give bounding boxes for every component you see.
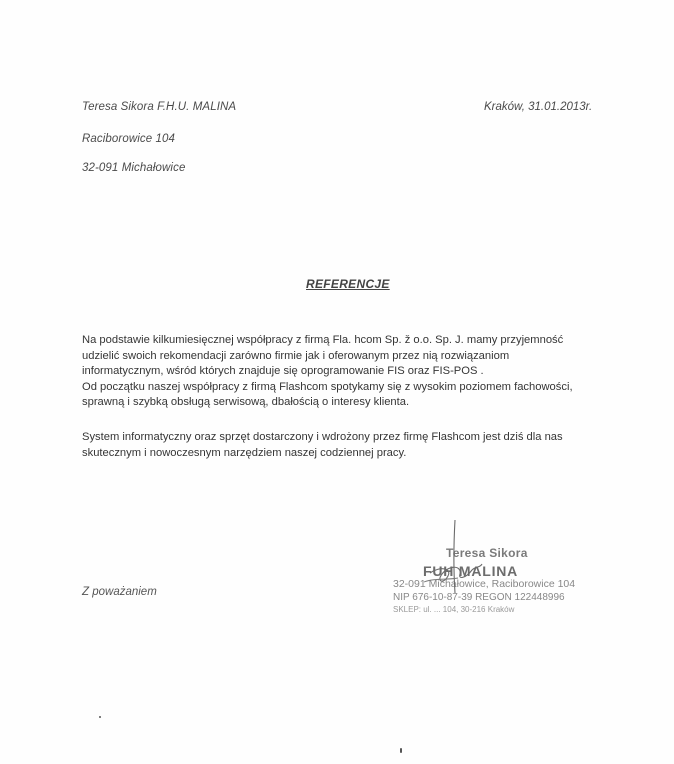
paragraph-1-line: udzielić swoich rekomendacji zarówno firmie jak i oferowanym przez nią rozwiązaniom (82, 349, 510, 362)
stamp-owner: Teresa Sikora (446, 546, 528, 560)
stamp-address: 32-091 Michałowice, Raciborowice 104 (393, 578, 576, 590)
paragraph-1 (82, 333, 573, 411)
place-date: Kraków, 31.01.2013r. (484, 101, 593, 113)
document-title: REFERENCJE (306, 277, 390, 291)
scan-speck (99, 716, 101, 718)
paragraph-2-line: skutecznym i nowoczesnym narzędziem naszej codziennej pracy. (82, 446, 407, 459)
stamp-ids: NIP 676-10-87-39 REGON 122448996 (393, 592, 565, 603)
stamp-shop: SKLEP: ul. ... 104, 30-216 Kraków (393, 605, 515, 614)
paragraph-1-line: informatycznym, wśród których znajduje się oprogramowanie FIS oraz FIS-POS . (82, 365, 484, 377)
closing-salutation: Z poważaniem (82, 586, 157, 598)
paragraph-1-line: Na podstawie kilkumiesięcznej współpracy z firmą Fla. hcom Sp. ž o.o. Sp. J. mamy przyjemność (82, 334, 564, 346)
paragraph-1-line: Od początku naszej współpracy z firmą Flashcom spotykamy się z wysokim poziomem fachowości, (82, 380, 573, 393)
handwritten-signature (400, 518, 490, 603)
stamp-company: FUH MALINA (423, 563, 519, 579)
paragraph-1-line: sprawną i szybką obsługą serwisową, dbałością o interesy klienta. (82, 396, 410, 408)
sender-city: 32-091 Michałowice (82, 162, 186, 174)
paragraph-2-line: System informatyczny oraz sprzęt dostarczony i wdrożony przez firmę Flashcom jest dziś dla nas (82, 431, 563, 443)
sender-street: Raciborowice 104 (82, 133, 176, 145)
paragraph-2 (82, 430, 563, 461)
footer-mark (400, 748, 402, 753)
sender-name: Teresa Sikora F.H.U. MALINA (82, 101, 237, 113)
